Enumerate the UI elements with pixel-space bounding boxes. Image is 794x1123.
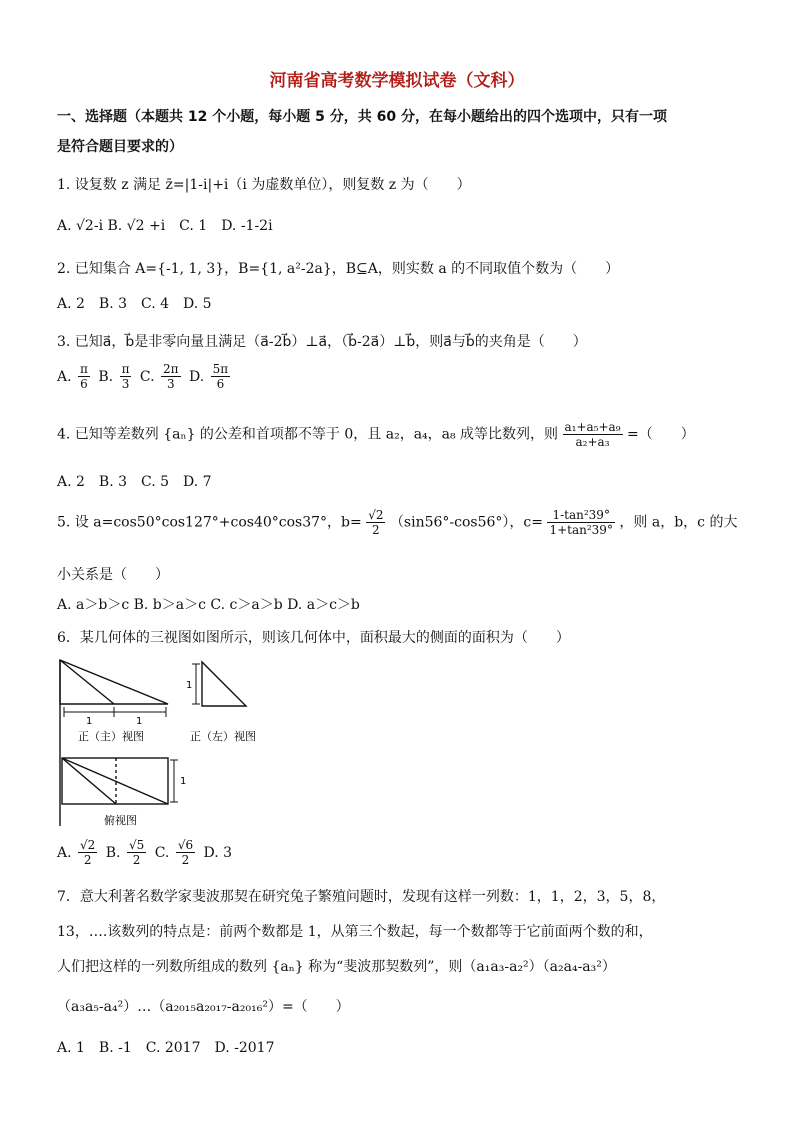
side-view-label: 正（左）视图	[190, 730, 256, 743]
fraction-denominator: a₂+a₃	[575, 435, 610, 449]
fraction-numerator: π	[121, 362, 130, 376]
fraction-denominator: 2	[83, 853, 92, 867]
fraction-denominator: 1+tan²39°	[549, 523, 613, 537]
option-a-fraction	[78, 362, 92, 391]
question-4-fraction	[563, 420, 623, 449]
question-4-answer-blank: =（ ）	[626, 426, 695, 443]
question-5-continued: 小关系是（ ）	[57, 567, 169, 583]
option-b-label: B.	[105, 844, 121, 861]
option-d-fraction	[211, 362, 233, 391]
question-4	[57, 420, 695, 449]
option-c-label: C.	[154, 844, 170, 861]
fraction-denominator: 2	[372, 523, 380, 537]
dimension-label: 1	[180, 776, 187, 787]
fraction-numerator: √2	[368, 508, 384, 522]
question-5-text-c: ，则 a，b，c 的大	[619, 514, 738, 531]
fraction-numerator: 2π	[163, 362, 179, 376]
fraction-numerator: √2	[80, 838, 96, 852]
question-5-text-a: 5. 设 a=cos50°cos127°+cos40°cos37°，b=	[57, 514, 362, 531]
question-3-options	[57, 362, 234, 391]
page-title: 河南省高考数学模拟试卷（文科）	[269, 71, 525, 91]
section-heading-line1: 一、选择题（本题共 12 个小题，每小题 5 分，共 60 分，在每小题给出的四个选项中，只有一项	[57, 109, 667, 125]
option-c-fraction	[176, 838, 197, 867]
fraction-denominator: 6	[80, 377, 88, 391]
top-view-inner-line	[62, 758, 116, 804]
question-5-text-b: （sin56°-cos56°），c=	[389, 514, 544, 531]
question-5-b-fraction	[366, 508, 385, 537]
question-7-line3: 人们把这样的一列数所组成的数列 {aₙ} 称为“斐波那契数列”，则（a₁a₃-a₂²）（a₂a₄-a₃²）	[57, 959, 616, 975]
question-2-options: A. 2 B. 3 C. 4 D. 5	[57, 296, 212, 312]
question-2: 2. 已知集合 A={-1, 1, 3}，B={1, a²-2a}，B⊆A，则实数 a 的不同取值个数为（ ）	[57, 261, 620, 277]
question-3: 3. 已知a⃗，b⃗是非零向量且满足（a⃗-2b⃗）⊥a⃗，（b⃗-2a⃗）⊥b⃗，则a⃗与b⃗的夹角是（ ）	[57, 334, 587, 350]
option-b-fraction	[120, 362, 134, 391]
option-b-label: B.	[98, 368, 114, 385]
question-6: 6．某几何体的三视图如图所示，则该几何体中，面积最大的侧面的面积为（ ）	[57, 630, 570, 646]
question-4-options: A. 2 B. 3 C. 5 D. 7	[57, 474, 212, 490]
fraction-denominator: 2	[132, 853, 141, 867]
fraction-numerator: 1-tan²39°	[547, 508, 614, 523]
fraction-numerator: √5	[128, 838, 145, 852]
three-view-diagram	[56, 656, 274, 832]
fraction-denominator: 3	[121, 377, 130, 391]
fraction-numerator: π	[80, 362, 88, 376]
option-d-label: D.	[189, 368, 205, 385]
question-5	[57, 508, 737, 537]
fraction-numerator: a₁+a₅+a₉	[564, 420, 621, 434]
question-1: 1. 设复数 z 满足 z̄=|1-i|+i（i 为虚数单位），则复数 z 为（ ）	[57, 177, 471, 193]
fraction-denominator: 3	[166, 377, 175, 391]
question-7-line2: 13，….该数列的特点是：前两个数都是 1，从第三个数起，每一个数都等于它前面两个数的和，	[57, 924, 653, 940]
top-view-label: 俯视图	[104, 814, 137, 827]
option-a-label: A.	[57, 844, 72, 861]
option-a-fraction	[78, 838, 99, 867]
side-view-triangle	[202, 662, 246, 706]
option-c-fraction	[161, 362, 183, 391]
dimension-label: 1	[136, 716, 143, 727]
question-6-options	[57, 838, 234, 867]
option-a-label: A.	[57, 368, 72, 385]
fraction-numerator: √6	[177, 838, 194, 852]
option-b-fraction	[127, 838, 148, 867]
dimension-label: 1	[186, 680, 193, 691]
section-heading-line2: 是符合题目要求的）	[57, 139, 183, 155]
fraction-numerator: 5π	[212, 362, 229, 376]
question-7-line1: 7．意大利著名数学家斐波那契在研究兔子繁殖问题时，发现有这样一列数：1，1，2，3，5，8，	[57, 889, 666, 905]
option-c-label: C.	[139, 368, 155, 385]
option-d-label: D. 3	[203, 844, 233, 861]
dimension-label: 1	[86, 716, 93, 727]
question-7-options: A. 1 B. -1 C. 2017 D. -2017	[57, 1040, 275, 1056]
front-view-label: 正（主）视图	[78, 730, 144, 743]
question-4-text: 4. 已知等差数列 {aₙ} 的公差和首项都不等于 0，且 a₂，a₄，a₈ 成等比数列，则	[57, 426, 559, 443]
question-5-c-fraction	[547, 508, 614, 537]
front-view-inner-line	[60, 660, 114, 704]
front-view-outer-triangle	[60, 660, 168, 704]
top-view-diagonal	[62, 758, 168, 804]
question-5-options: A. a＞b＞c B. b＞a＞c C. c＞a＞b D. a＞c＞b	[57, 597, 360, 613]
fraction-denominator: 6	[216, 377, 225, 391]
question-7-line4: （a₃a₅-a₄²）…（a₂₀₁₅a₂₀₁₇-a₂₀₁₆²）=（ ）	[57, 999, 350, 1015]
fraction-denominator: 2	[181, 853, 190, 867]
question-1-options: A. √2-i B. √2 +i C. 1 D. -1-2i	[57, 218, 273, 234]
